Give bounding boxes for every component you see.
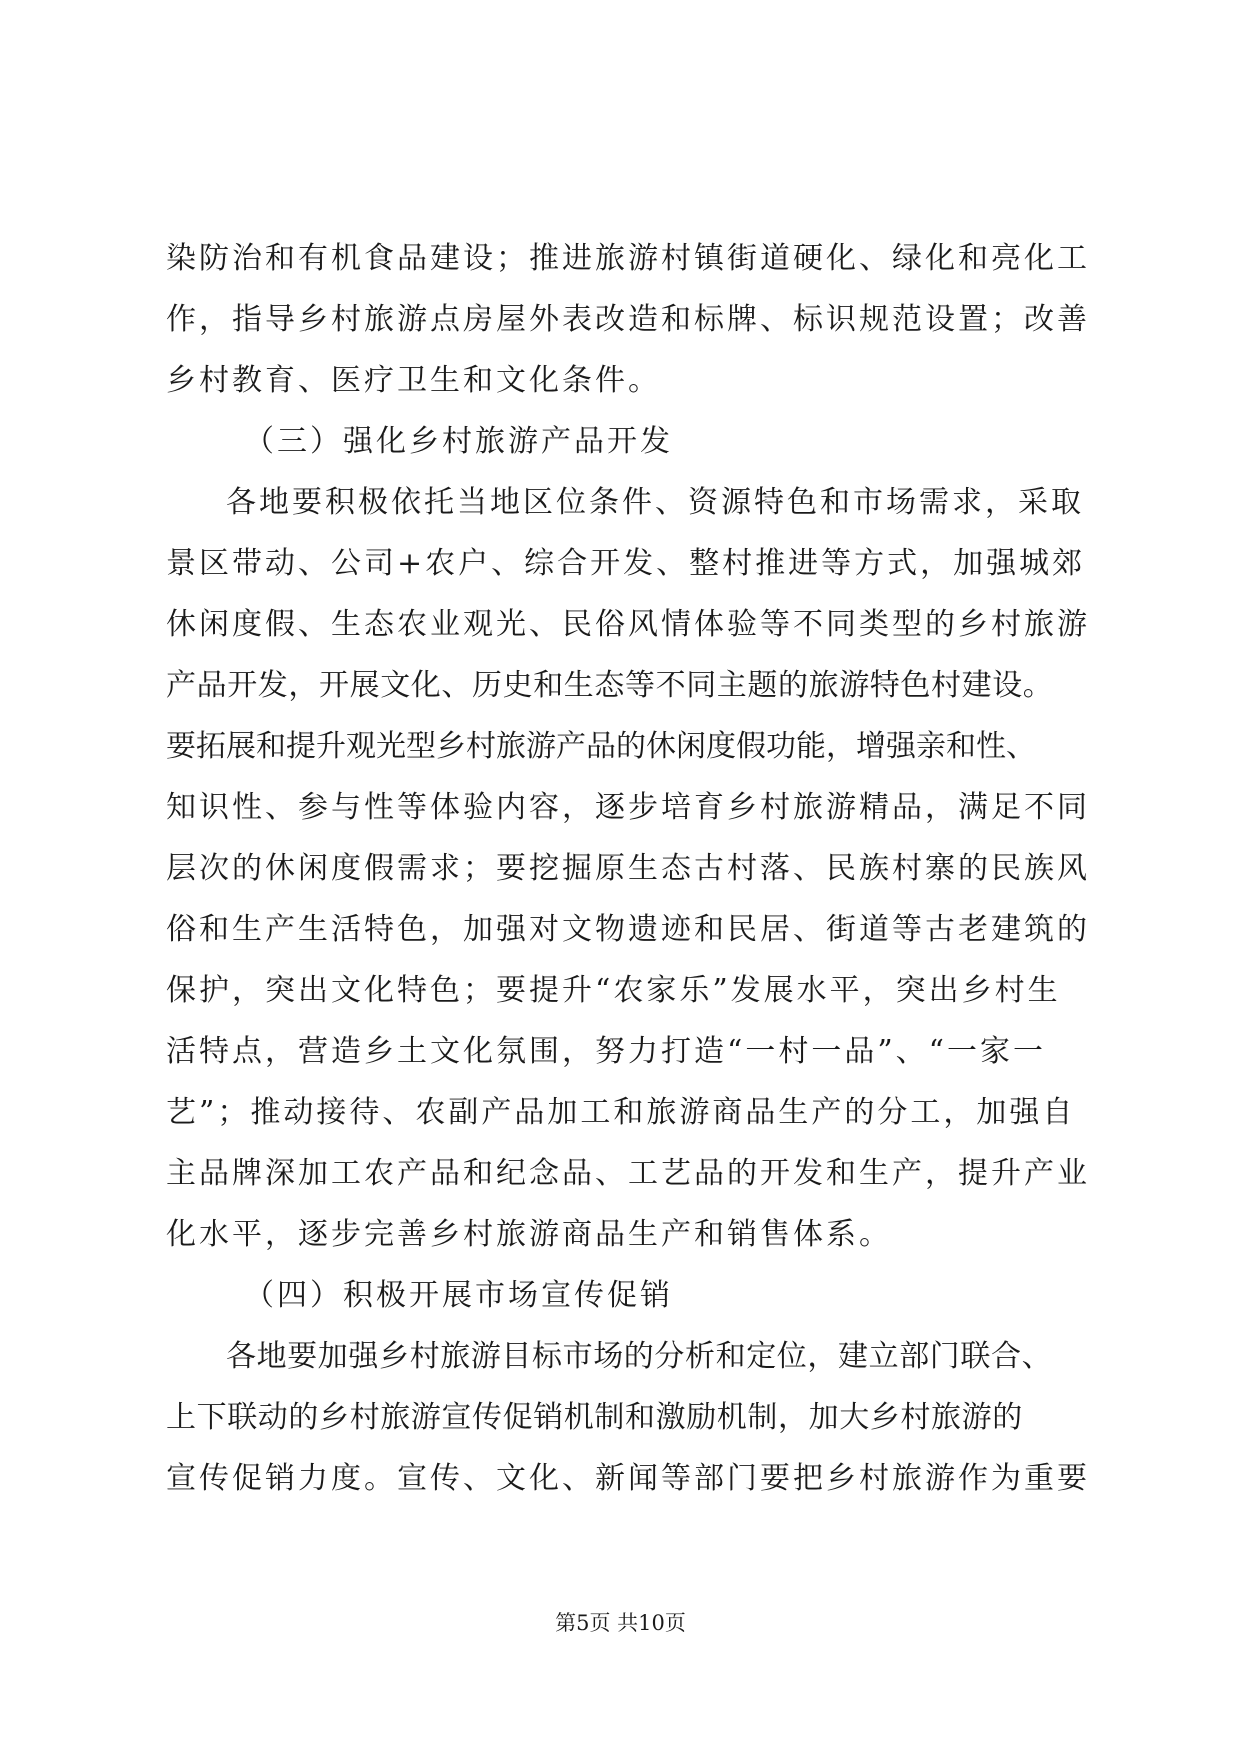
text-line: 艺”；推动接待、农副产品加工和旅游商品生产的分工，加强自	[166, 1095, 1076, 1130]
text-line: 活特点，营造乡土文化氛围，努力打造“一村一品”、“一家一	[166, 1034, 1047, 1069]
body-text	[166, 228, 1090, 1509]
text-line: 各地要加强乡村旅游目标市场的分析和定位，建立部门联合、	[226, 1339, 1053, 1374]
text-line: 层次的休闲度假需求；要挖掘原生态古村落、民族村寨的民族风	[166, 851, 1090, 886]
section-heading: （四）积极开展市场宣传促销	[244, 1278, 673, 1313]
text-line: 主品牌深加工农产品和纪念品、工艺品的开发和生产，提升产业	[166, 1156, 1090, 1191]
page-number: 第5页 共10页	[555, 1611, 686, 1635]
text-line: 知识性、参与性等体验内容，逐步培育乡村旅游精品，满足不同	[166, 790, 1090, 825]
text-line: 保护，突出文化特色；要提升“农家乐”发展水平，突出乡村生	[166, 973, 1061, 1008]
text-line: 染防治和有机食品建设；推进旅游村镇街道硬化、绿化和亮化工	[166, 241, 1090, 276]
text-line: 要拓展和提升观光型乡村旅游产品的休闲度假功能，增强亲和性、	[166, 729, 1036, 764]
text-line: 作，指导乡村旅游点房屋外表改造和标牌、标识规范设置；改善	[166, 302, 1090, 337]
text-line: 上下联动的乡村旅游宣传促销机制和激励机制，加大乡村旅游的	[166, 1400, 1023, 1435]
text-line: 产品开发，开展文化、历史和生态等不同主题的旅游特色村建设。	[166, 668, 1054, 703]
text-line: 俗和生产生活特色，加强对文物遗迹和民居、街道等古老建筑的	[166, 912, 1090, 947]
text-line: 景区带动、公司+农户、综合开发、整村推进等方式，加强城郊	[166, 546, 1086, 581]
text-line: 乡村教育、医疗卫生和文化条件。	[166, 363, 661, 398]
text-line: 宣传促销力度。宣传、文化、新闻等部门要把乡村旅游作为重要	[166, 1461, 1090, 1496]
section-heading: （三）强化乡村旅游产品开发	[244, 424, 673, 459]
text-line: 各地要积极依托当地区位条件、资源特色和市场需求，采取	[226, 485, 1084, 520]
text-line: 休闲度假、生态农业观光、民俗风情体验等不同类型的乡村旅游	[166, 607, 1090, 642]
text-line: 化水平，逐步完善乡村旅游商品生产和销售体系。	[166, 1217, 892, 1252]
